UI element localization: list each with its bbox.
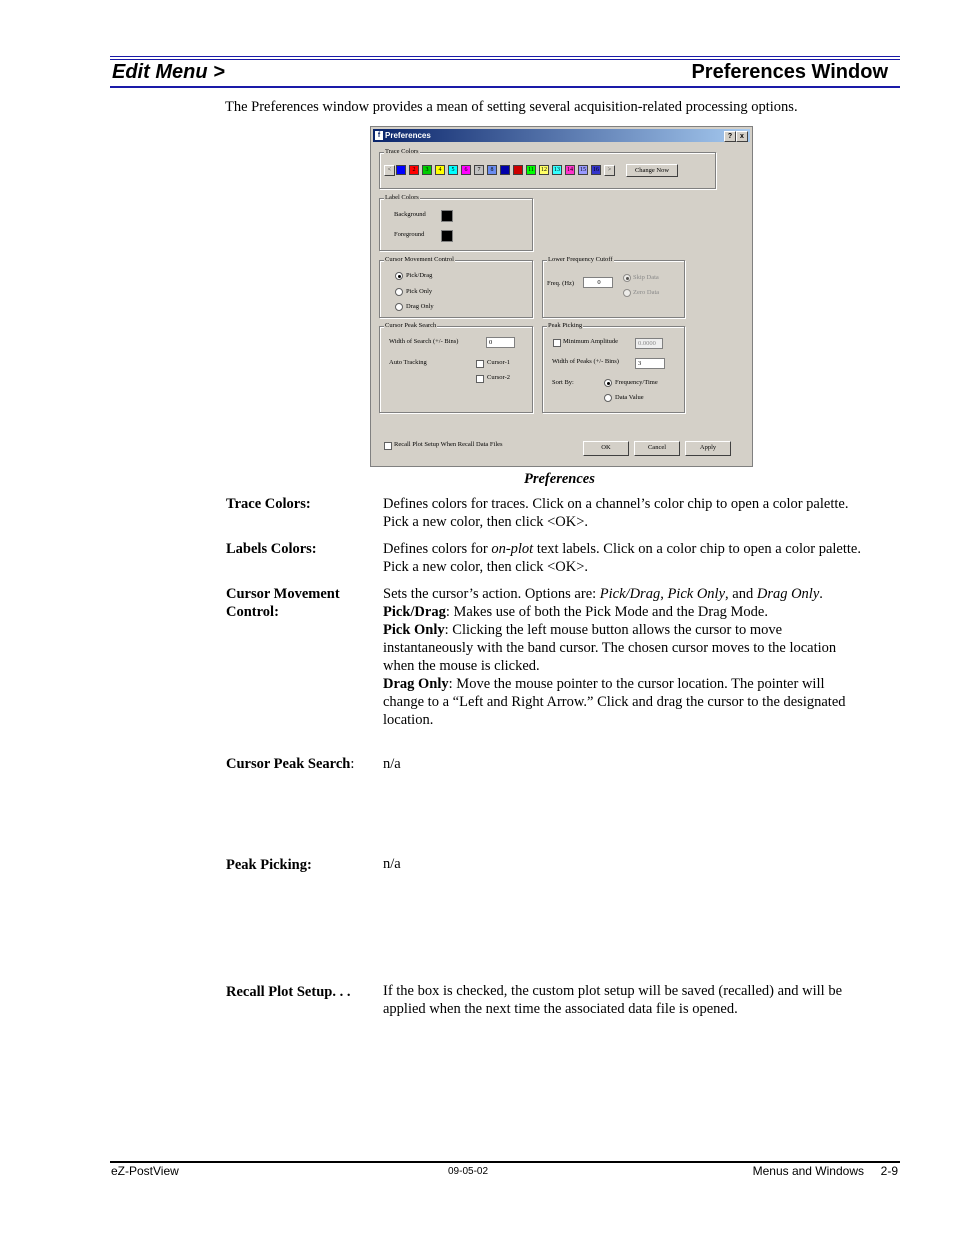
drag-only-radio[interactable] <box>395 303 403 311</box>
header-title: Preferences Window <box>691 61 888 83</box>
cancel-button[interactable]: Cancel <box>634 441 680 456</box>
min-amplitude-label: Minimum Amplitude <box>563 338 619 345</box>
trace-colors-group <box>379 148 716 189</box>
def-line <box>383 621 903 639</box>
text: , and <box>725 586 757 602</box>
trace-next-button[interactable]: > <box>604 165 615 176</box>
dialog-title: Preferences <box>385 131 431 140</box>
foreground-color-chip[interactable] <box>441 230 453 242</box>
trace-color-chip[interactable]: 6 <box>461 165 471 175</box>
def-peak-picking: n/a <box>383 856 401 872</box>
trace-color-chip[interactable]: 8 <box>487 165 497 175</box>
skip-data-radio[interactable] <box>623 274 631 282</box>
cursor-2-checkbox[interactable] <box>476 375 484 383</box>
def-line: change to a “Left and Right Arrow.” Click and drag the cursor to the designated <box>383 694 846 710</box>
pick-drag-label: Pick/Drag <box>406 272 433 279</box>
trace-color-chip[interactable]: 14 <box>567 167 573 173</box>
min-amplitude-checkbox[interactable] <box>553 339 561 347</box>
low-freq-title: Lower Frequency Cutoff <box>548 256 613 263</box>
cursor-1-label: Cursor-1 <box>487 359 510 366</box>
text: : Clicking the left mouse button allows the cursor to move <box>444 622 783 638</box>
def-line: applied when the next time the associated data file is opened. <box>383 1001 738 1017</box>
apply-button[interactable]: Apply <box>685 441 731 456</box>
change-now-button[interactable]: Change Now <box>626 164 678 177</box>
trace-color-chip[interactable]: 12 <box>541 167 547 173</box>
def-trace-colors <box>383 495 903 531</box>
text: : Move the mouse pointer to the cursor location. The pointer will <box>448 676 825 692</box>
trace-color-chip[interactable]: 3 <box>422 165 432 175</box>
def-line: Defines colors for traces. Click on a channel’s color chip to open a color palette. <box>383 496 849 512</box>
sort-freq-label: Frequency/Time <box>615 379 658 386</box>
peak-width-input[interactable]: 3 <box>635 358 665 369</box>
term-line: Cursor Movement <box>226 586 340 602</box>
peak-width-label: Width of Peaks (+/- Bins) <box>552 358 619 365</box>
trace-color-chips <box>396 165 612 176</box>
trace-color-chip[interactable] <box>513 165 523 175</box>
freq-label: Freq. (Hz) <box>547 280 575 287</box>
footer-rule <box>110 1161 900 1163</box>
sort-by-label: Sort By: <box>552 379 574 386</box>
trace-color-chip[interactable] <box>500 165 510 175</box>
peak-picking-group <box>542 322 685 413</box>
peak-picking-title: Peak Picking <box>548 322 583 329</box>
search-width-input[interactable]: 0 <box>486 337 515 348</box>
text: Cursor Peak Search <box>226 756 351 772</box>
def-line <box>383 540 903 558</box>
bold-text: Drag Only <box>383 676 449 692</box>
text: text labels. Click on a color chip to open a color palette. <box>533 541 861 557</box>
trace-color-chip[interactable]: 16 <box>593 167 599 173</box>
recall-setup-checkbox[interactable] <box>384 442 392 450</box>
trace-colors-title: Trace Colors <box>385 148 419 155</box>
sort-value-radio[interactable] <box>604 394 612 402</box>
pick-drag-radio[interactable] <box>395 272 403 280</box>
cursor-peak-group <box>379 322 533 413</box>
def-recall-plot <box>383 982 903 1018</box>
cursor-peak-title: Cursor Peak Search <box>385 322 437 329</box>
def-line <box>383 585 903 603</box>
trace-color-chip[interactable]: 5 <box>448 165 458 175</box>
emph-text: on-plot <box>491 541 534 557</box>
trace-color-chip[interactable]: 7 <box>474 165 484 175</box>
def-line <box>383 603 903 621</box>
emph-text: Pick Only <box>667 586 726 602</box>
trace-color-chip[interactable]: 4 <box>435 165 445 175</box>
footer-page: Menus and Windows 2-9 <box>752 1164 898 1178</box>
term-line: Control: <box>226 604 279 620</box>
help-button[interactable]: ? <box>724 131 736 142</box>
low-freq-group <box>542 256 685 318</box>
term-label-colors: Labels Colors: <box>226 541 317 557</box>
pick-only-radio[interactable] <box>395 288 403 296</box>
def-line: Pick a new color, then click <OK>. <box>383 559 589 575</box>
sort-value-label: Data Value <box>615 394 644 401</box>
drag-only-label: Drag Only <box>406 303 434 310</box>
term-recall-plot: Recall Plot Setup. . . <box>226 984 351 1000</box>
footer-product: eZ-PostView <box>111 1164 179 1178</box>
freq-input[interactable]: 0 <box>583 277 613 288</box>
term-cursor-peak-search <box>226 755 354 773</box>
intro-text: The Preferences window provides a mean of setting several acquisition-related processing options. <box>225 99 798 115</box>
dialog-titlebar <box>373 129 750 142</box>
text: , <box>660 586 668 602</box>
def-line: Pick a new color, then click <OK>. <box>383 514 589 530</box>
cursor-2-label: Cursor-2 <box>487 374 510 381</box>
text: Sets the cursor’s action. Options are: <box>383 586 600 602</box>
def-line: location. <box>383 712 434 728</box>
trace-color-chip[interactable]: 15 <box>580 167 586 173</box>
text: Defines colors for <box>383 541 492 557</box>
trace-color-chip[interactable]: 11 <box>526 165 536 175</box>
def-cursor-movement <box>383 585 903 729</box>
close-button[interactable]: x <box>736 131 748 142</box>
header-section: Edit Menu > <box>112 61 225 83</box>
def-label-colors <box>383 540 903 576</box>
label-colors-group <box>379 194 533 251</box>
header-rule-bottom <box>110 86 900 88</box>
text: : Makes use of both the Pick Mode and the Drag Mode. <box>445 604 768 620</box>
figure-caption: Preferences <box>524 471 595 487</box>
bold-text: Pick/Drag <box>383 604 446 620</box>
app-icon: f <box>375 131 383 140</box>
cursor-movement-group <box>379 256 533 318</box>
header-rule-top <box>110 56 900 57</box>
cursor-movement-title: Cursor Movement Control <box>385 256 454 263</box>
zero-data-label: Zero Data <box>633 289 660 296</box>
emph-text: Drag Only <box>756 586 820 602</box>
sort-freq-radio[interactable] <box>604 379 612 387</box>
emph-text: Pick/Drag <box>599 586 661 602</box>
trace-color-chip[interactable]: 13 <box>554 167 560 173</box>
background-color-chip[interactable] <box>441 210 453 222</box>
term-trace-colors: Trace Colors: <box>226 496 311 512</box>
def-line <box>383 675 903 693</box>
header-rule-top-2 <box>110 59 900 60</box>
pick-only-label: Pick Only <box>406 288 433 295</box>
trace-color-chip[interactable] <box>396 165 406 175</box>
background-label: Background <box>394 211 426 218</box>
trace-color-chip[interactable]: 2 <box>409 165 419 175</box>
bold-text: Pick Only <box>383 622 445 638</box>
ok-button[interactable]: OK <box>583 441 629 456</box>
skip-data-label: Skip Data <box>633 274 659 281</box>
zero-data-radio[interactable] <box>623 289 631 297</box>
def-line: If the box is checked, the custom plot setup will be saved (recalled) and will be <box>383 983 843 999</box>
def-cursor-peak-search: n/a <box>383 756 401 772</box>
recall-setup-label: Recall Plot Setup When Recall Data Files <box>394 441 503 448</box>
cursor-1-checkbox[interactable] <box>476 360 484 368</box>
def-line: instantaneously with the band cursor. The chosen cursor moves to the location <box>383 640 837 656</box>
search-width-label: Width of Search (+/- Bins) <box>389 338 459 345</box>
footer-date: 09-05-02 <box>448 1166 489 1177</box>
term-peak-picking: Peak Picking: <box>226 857 312 873</box>
preferences-dialog <box>370 126 753 467</box>
min-amplitude-input[interactable]: 0.0000 <box>635 338 663 349</box>
def-line: when the mouse is clicked. <box>383 658 540 674</box>
label-colors-title: Label Colors <box>385 194 419 201</box>
text: . <box>819 586 823 602</box>
auto-tracking-label: Auto Tracking <box>389 359 427 366</box>
term-cursor-movement <box>226 585 340 621</box>
trace-prev-button[interactable]: < <box>384 165 395 176</box>
foreground-label: Foreground <box>394 231 425 238</box>
text: : <box>350 756 355 772</box>
